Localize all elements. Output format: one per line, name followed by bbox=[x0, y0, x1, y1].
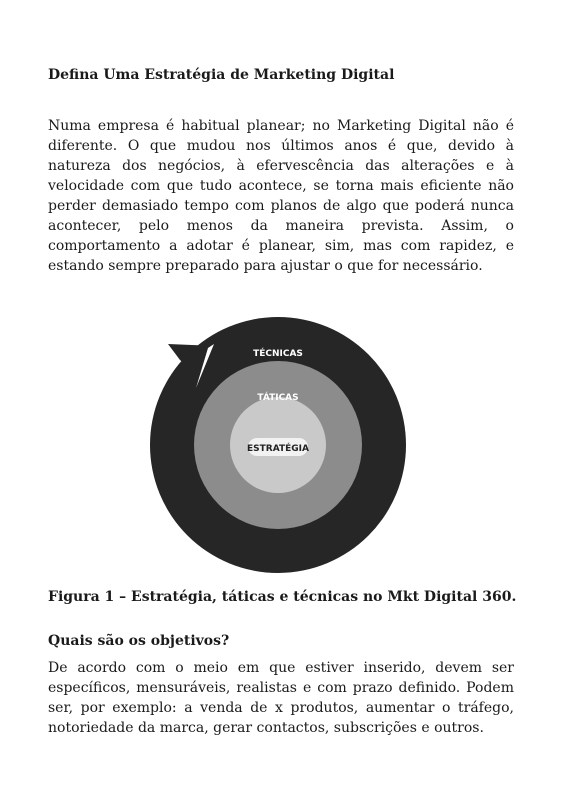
paragraph-line: De acordo com o meio em que estiver inserido, devem ser bbox=[48, 660, 514, 676]
paragraph-line: comportamento a adotar é planear, sim, mas com rapidez, e bbox=[48, 238, 514, 254]
paragraph-line: acontecer, pelo menos da maneira prevista. Assim, o bbox=[48, 218, 514, 234]
paragraph-line: estando sempre preparado para ajustar o que for necessário. bbox=[48, 258, 483, 274]
paragraph-line: diferente. O que mudou nos últimos anos é que, devido à bbox=[48, 138, 514, 154]
label-techniques: TÉCNICAS bbox=[253, 349, 303, 359]
paragraph-line: natureza dos negócios, à efervescência das alterações e à bbox=[48, 158, 514, 174]
paragraph-line: ser, por exemplo: a venda de x produtos, aumentar o tráfego, bbox=[48, 700, 514, 716]
section-heading-objectives: Quais são os objetivos? bbox=[48, 633, 230, 649]
label-strategy: ESTRATÉGIA bbox=[247, 444, 309, 454]
paragraph-line: notoriedade da marca, gerar contactos, subscrições e outros. bbox=[48, 720, 484, 736]
paragraph-line: velocidade com que tudo acontece, se torna mais eficiente não bbox=[48, 178, 514, 194]
figure-caption: Figura 1 – Estratégia, táticas e técnicas no Mkt Digital 360. bbox=[48, 589, 517, 605]
section-heading-strategy: Defina Uma Estratégia de Marketing Digital bbox=[48, 67, 395, 83]
paragraph-line: perder demasiado tempo com planos de algo que poderá nunca bbox=[48, 198, 514, 214]
paragraph-objectives bbox=[48, 658, 514, 738]
strategy-rings-diagram bbox=[138, 314, 408, 576]
label-tactics: TÁTICAS bbox=[257, 393, 299, 403]
paragraph-line: específicos, mensuráveis, realistas e com prazo definido. Podem bbox=[48, 680, 514, 696]
paragraph-strategy bbox=[48, 116, 514, 276]
paragraph-line: Numa empresa é habitual planear; no Marketing Digital não é bbox=[48, 118, 514, 134]
